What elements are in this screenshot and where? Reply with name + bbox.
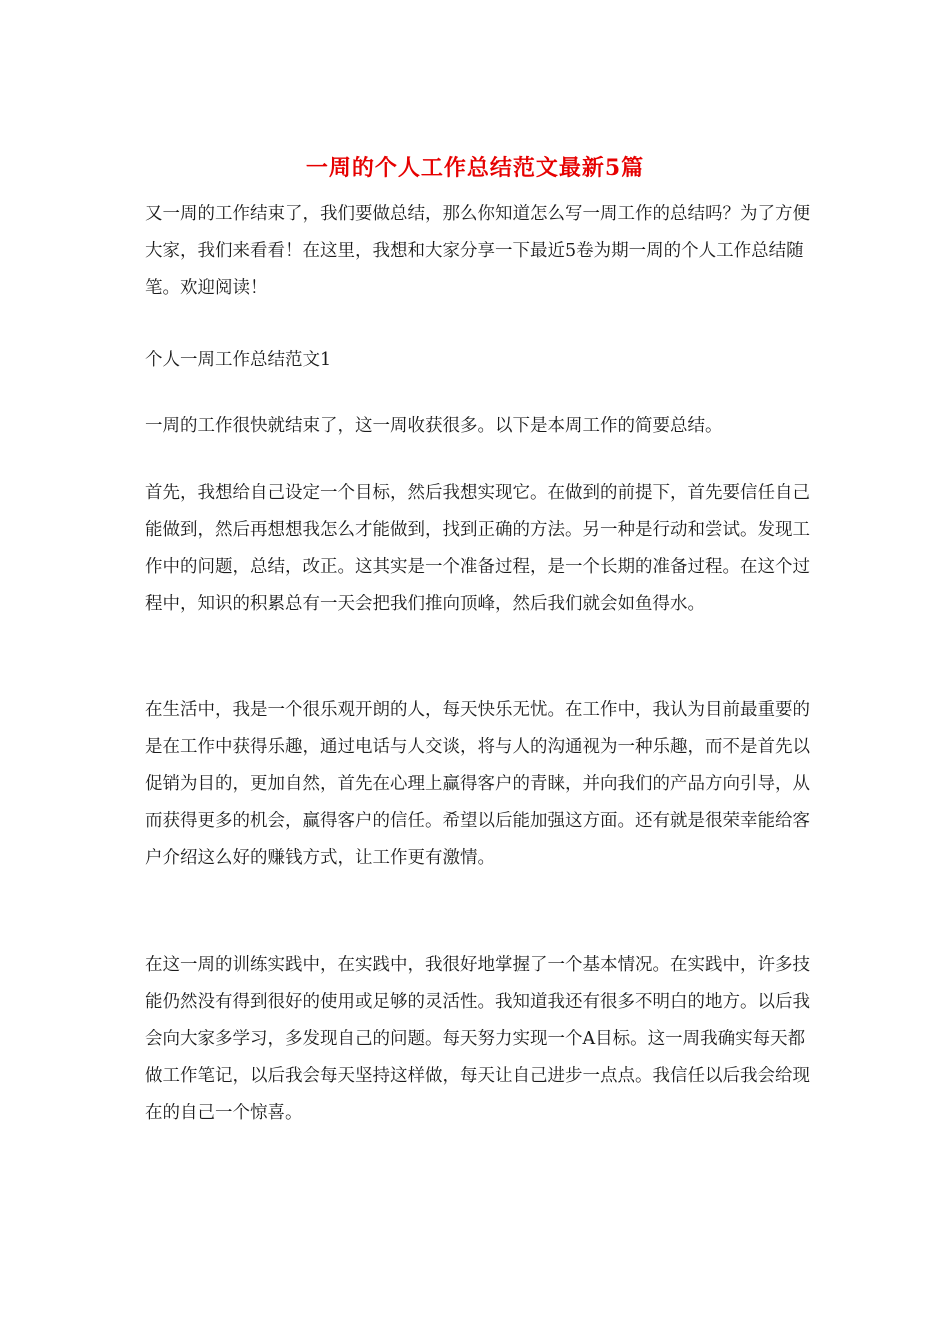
paragraph: 首先，我想给自己设定一个目标，然后我想实现它。在做到的前提下，首先要信任自己能做到，然后再想想我怎么才能做到，找到正确的方法。另一种是行动和尝试。发现工作中的问题，总结，改正。这其实是一个准备过程，是一个长期的准备过程。在这个过程中，知识的积累总有一天会把我们推向顶峰，然后我们就会如鱼得水。 — [145, 483, 810, 614]
intro-paragraph: 又一周的工作结束了，我们要做总结，那么你知道怎么写一周工作的总结吗？为了方便大家，我们来看看！在这里，我想和大家分享一下最近5卷为期一周的个人工作总结随笔。欢迎阅读！ — [145, 204, 810, 298]
paragraph: 在这一周的训练实践中，在实践中，我很好地掌握了一个基本情况。在实践中，许多技能仍然没有得到很好的使用或足够的灵活性。我知道我还有很多不明白的地方。以后我会向大家多学习，多发现自己的问题。每天努力实现一个A目标。这一周我确实每天都做工作笔记，以后我会每天坚持这样做，每天让自己进步一点点。我信任以后我会给现在的自己一个惊喜。 — [145, 955, 810, 1123]
document-title: 一周的个人工作总结范文最新5篇 — [305, 155, 645, 181]
paragraph: 在生活中，我是一个很乐观开朗的人，每天快乐无忧。在工作中，我认为目前最重要的是在工作中获得乐趣，通过电话与人交谈，将与人的沟通视为一种乐趣，而不是首先以促销为目的，更加自然，首先在心理上赢得客户的青睐，并向我们的产品方向引导，从而获得更多的机会，赢得客户的信任。希望以后能加强这方面。还有就是很荣幸能给客户介绍这么好的赚钱方式，让工作更有激情。 — [145, 700, 810, 868]
paragraph: 一周的工作很快就结束了，这一周收获很多。以下是本周工作的简要总结。 — [145, 416, 723, 436]
section-heading: 个人一周工作总结范文1 — [145, 350, 332, 370]
